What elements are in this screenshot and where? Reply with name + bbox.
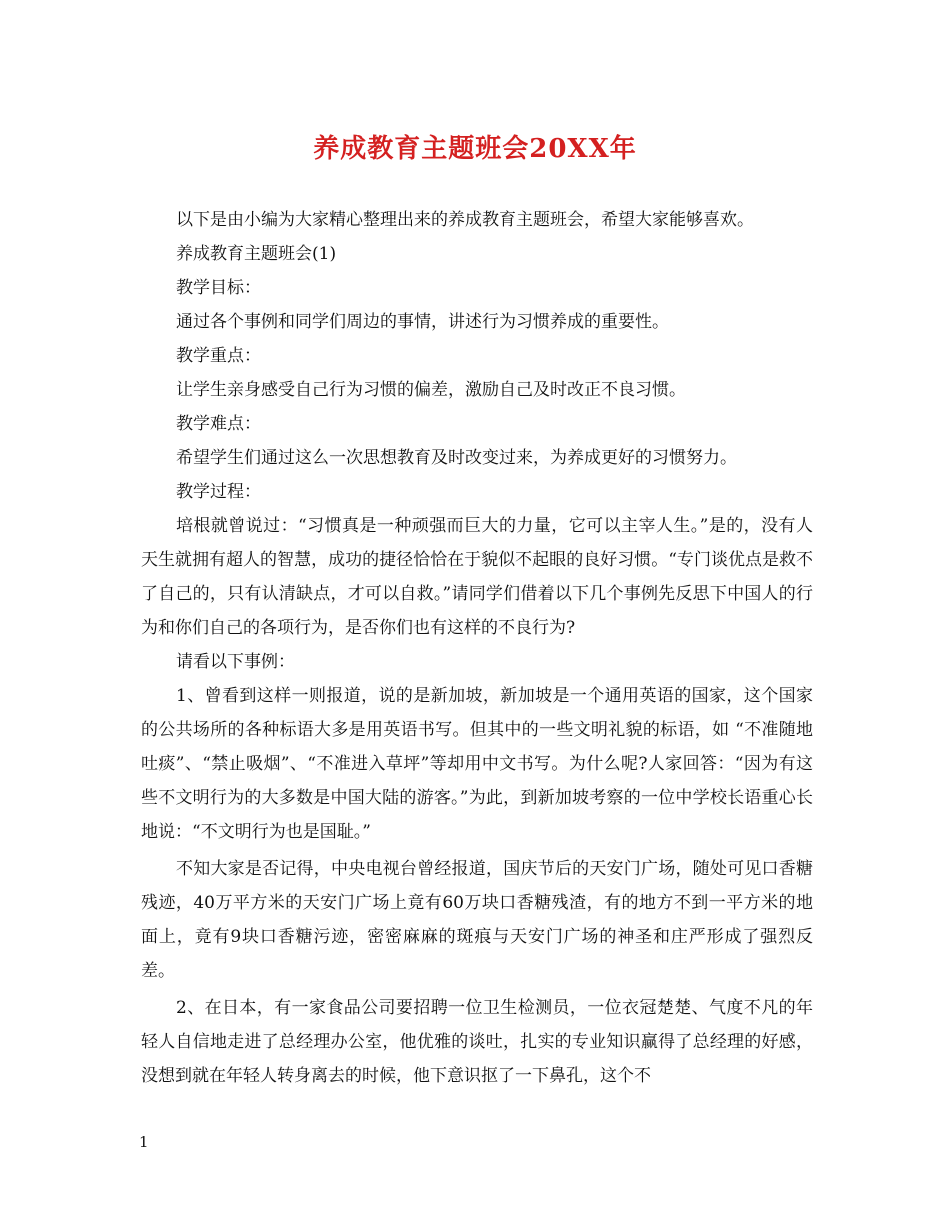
paragraph: 养成教育主题班会(1) [176,244,337,264]
paragraph: 希望学生们通过这么一次思想教育及时改变过来，为养成更好的习惯努力。 [176,448,737,468]
paragraph: 教学目标： [176,278,261,298]
paragraph: 培根就曾说过：“习惯真是一种顽强而巨大的力量，它可以主宰人生。”是的，没有人天生就拥有超人的智慧，成功的捷径恰恰在于貌似不起眼的良好习惯。“专门谈优点是救不了自己的，只有认清缺点，才可以自救。”请同学们借着以下几个事例先反思下中国人的行为和你们自己的各项行为，是否你们也有这样的不良行为? [141,516,813,638]
paragraph: 教学难点： [176,414,261,434]
paragraph: 教学重点： [176,346,261,366]
paragraph: 2、在日本，有一家食品公司要招聘一位卫生检测员，一位衣冠楚楚、气度不凡的年轻人自信地走进了总经理办公室，他优雅的谈吐，扎实的专业知识赢得了总经理的好感，没想到就在年轻人转身离去的时候，他下意识抠了一下鼻孔，这个不 [141,998,813,1086]
paragraph: 不知大家是否记得，中央电视台曾经报道，国庆节后的天安门广场，随处可见口香糖残迹，40万平方米的天安门广场上竟有60万块口香糖残渣，有的地方不到一平方米的地面上，竟有9块口香糖污迹，密密麻麻的斑痕与天安门广场的神圣和庄严形成了强烈反差。 [141,859,813,981]
paragraph: 1、曾看到这样一则报道，说的是新加坡，新加坡是一个通用英语的国家，这个国家的公共场所的各种标语大多是用英语书写。但其中的一些文明礼貌的标语，如 “不准随地吐痰”、“禁止吸烟”、“不准进入草坪”等却用中文书写。为什么呢?人家回答：“因为有这些不文明行为的大多数是中国大陆的游客。”为此，到新加坡考察的一位中学校长语重心长地说：“不文明行为也是国耻。” [141,686,813,842]
page-number: 1 [139,1133,149,1151]
document-body [141,203,813,1093]
paragraph: 让学生亲身感受自己行为习惯的偏差，激励自己及时改正不良习惯。 [176,380,686,400]
paragraph: 通过各个事例和同学们周边的事情，讲述行为习惯养成的重要性。 [176,312,669,332]
paragraph: 请看以下事例： [176,652,295,672]
paragraph: 以下是由小编为大家精心整理出来的养成教育主题班会，希望大家能够喜欢。 [176,210,754,230]
document-title: 养成教育主题班会20XX年 [313,134,637,164]
paragraph: 教学过程： [176,482,261,502]
